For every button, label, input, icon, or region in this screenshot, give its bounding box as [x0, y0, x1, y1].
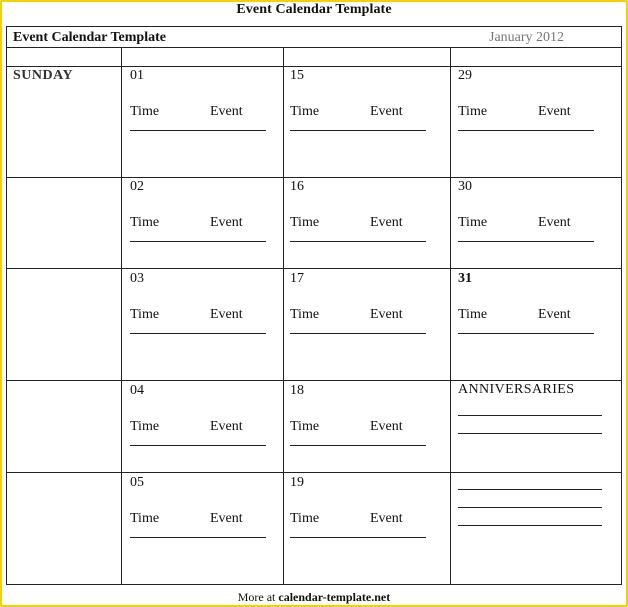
anniversary-line: [458, 415, 602, 416]
entry-line: [130, 241, 266, 242]
event-label: Event: [370, 215, 403, 230]
event-label: Event: [538, 307, 571, 322]
time-label: Time: [290, 307, 320, 322]
entry-line: [458, 333, 594, 334]
day-number: 29: [458, 68, 472, 83]
event-label: Event: [210, 215, 243, 230]
day-number: 03: [130, 271, 144, 286]
anniversary-line: [458, 433, 602, 434]
anniversaries-label: ANNIVERSARIES: [458, 382, 575, 397]
entry-line: [290, 130, 426, 131]
entry-line: [458, 241, 594, 242]
day-number: 05: [130, 475, 144, 490]
time-label: Time: [130, 104, 160, 119]
entry-line: [290, 241, 426, 242]
day-number: 16: [290, 179, 304, 194]
calendar-title: Event Calendar Template: [13, 30, 166, 45]
entry-line: [290, 537, 426, 538]
time-label: Time: [290, 419, 320, 434]
entry-line: [130, 537, 266, 538]
entry-line: [130, 130, 266, 131]
entry-line: [290, 333, 426, 334]
event-label: Event: [538, 215, 571, 230]
footer-prefix: More at: [237, 590, 276, 604]
day-number: 17: [290, 271, 304, 286]
footer-link[interactable]: calendar-template.net: [278, 590, 391, 604]
anniversary-line: [458, 507, 602, 508]
entry-line: [130, 445, 266, 446]
row-label-sunday: SUNDAY: [13, 68, 74, 83]
day-number: 30: [458, 179, 472, 194]
day-number: 01: [130, 68, 144, 83]
page-title: Event Calendar Template: [236, 2, 392, 17]
time-label: Time: [458, 215, 488, 230]
time-label: Time: [130, 511, 160, 526]
time-label: Time: [290, 215, 320, 230]
day-number: 19: [290, 475, 304, 490]
entry-line: [130, 333, 266, 334]
day-number: 15: [290, 68, 304, 83]
time-label: Time: [130, 307, 160, 322]
time-label: Time: [130, 215, 160, 230]
event-label: Event: [210, 104, 243, 119]
entry-line: [290, 445, 426, 446]
event-label: Event: [370, 307, 403, 322]
time-label: Time: [290, 511, 320, 526]
time-label: Time: [458, 307, 488, 322]
anniversary-line: [458, 489, 602, 490]
entry-line: [458, 130, 594, 131]
time-label: Time: [290, 104, 320, 119]
time-label: Time: [130, 419, 160, 434]
footer: [0, 590, 628, 605]
event-label: Event: [538, 104, 571, 119]
time-label: Time: [458, 104, 488, 119]
event-label: Event: [210, 307, 243, 322]
day-number: 18: [290, 383, 304, 398]
event-label: Event: [370, 511, 403, 526]
event-label: Event: [370, 104, 403, 119]
event-label: Event: [210, 419, 243, 434]
anniversary-line: [458, 525, 602, 526]
event-label: Event: [210, 511, 243, 526]
day-number: 04: [130, 383, 144, 398]
event-label: Event: [370, 419, 403, 434]
day-number: 02: [130, 179, 144, 194]
day-number: 31: [458, 271, 472, 286]
calendar-month: January 2012: [489, 30, 565, 45]
